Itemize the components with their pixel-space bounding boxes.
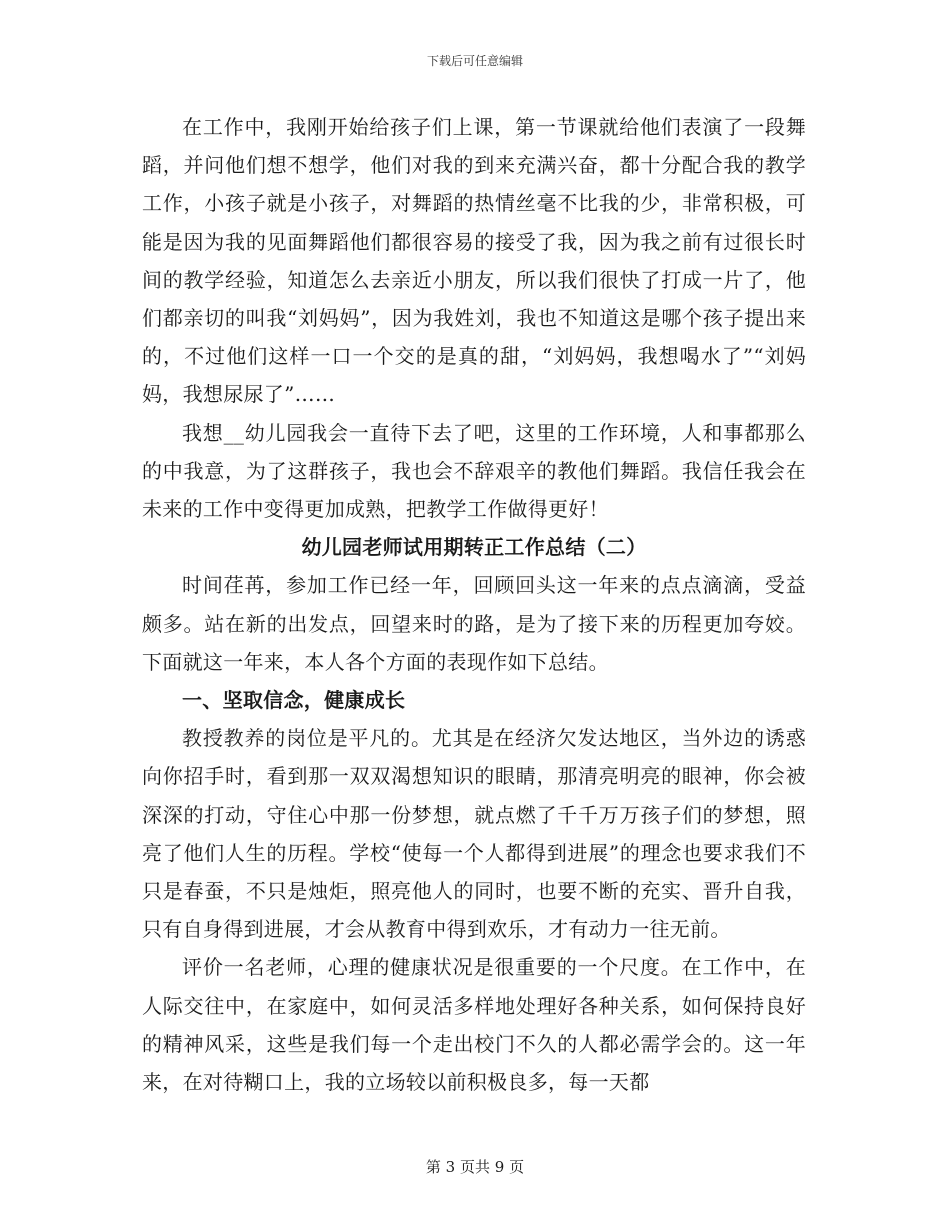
paragraph-teaching-dance: 在工作中，我刚开始给孩子们上课，第一节课就给他们表演了一段舞蹈，并问他们想不想学，他们对我的到来充满兴奋，都十分配合我的教学工作，小孩子就是小孩子，对舞蹈的热情丝毫不比我的少，非常积极，可能是因为我的见面舞蹈他们都很容易的接受了我，因为我之前有过很长时间的教学经验，知道怎么去亲近小朋友，所以我们很快了打成一片了，他们都亲切的叫我“刘妈妈”，因为我姓刘，我也不知道这是哪个孩子提出来的，不过他们这样一口一个交的是真的甜，“刘妈妈，我想喝水了”“刘妈妈，我想尿尿了”…… <box>142 115 806 407</box>
page-number: 第 3 页共 9 页 <box>425 1158 525 1176</box>
section-title: 幼儿园老师试用期转正工作总结（二） <box>301 535 647 560</box>
page-header-note: 下载后可任意编辑 <box>426 54 523 68</box>
document-body <box>142 108 806 1101</box>
paragraph-intro: 时间荏苒，参加工作已经一年，回顾回头这一年来的点点滴滴，受益颇多。站在新的出发点，回望来时的路，是为了接下来的历程更加夸姣。下面就这一年来，本人各个方面的表现作如下总结。 <box>142 573 806 674</box>
subheading-belief: 一、坚取信念，健康成长 <box>182 688 406 713</box>
paragraph-mental-health: 评价一名老师，心理的健康状况是很重要的一个尺度。在工作中，在人际交往中，在家庭中，如何灵活多样地处理好各种关系，如何保持良好的精神风采，这些是我们每一个走出校门不久的人都必需学会的。这一年来，在对待糊口上，我的立场较以前积极良多，每一天都 <box>142 955 806 1095</box>
paragraph-teaching-post: 教授教养的岗位是平凡的。尤其是在经济欠发达地区，当外边的诱惑向你招手时，看到那一双双渴想知识的眼睛，那清亮明亮的眼神，你会被深深的打动，守住心中那一份梦想，就点燃了千千万万孩子们的梦想，照亮了他们人生的历程。学校“使每一个人都得到进展”的理念也要求我们不只是春蚕，不只是烛炬，照亮他人的同时，也要不断的充实、晋升自我，只有自身得到进展，才会从教育中得到欢乐，才有动力一往无前。 <box>142 726 806 942</box>
paragraph-stay-kindergarten: 我想__幼儿园我会一直待下去了吧，这里的工作环境，人和事都那么的中我意，为了这群孩子，我也会不辞艰辛的教他们舞蹈。我信任我会在未来的工作中变得更加成熟，把教学工作做得更好！ <box>142 420 806 522</box>
